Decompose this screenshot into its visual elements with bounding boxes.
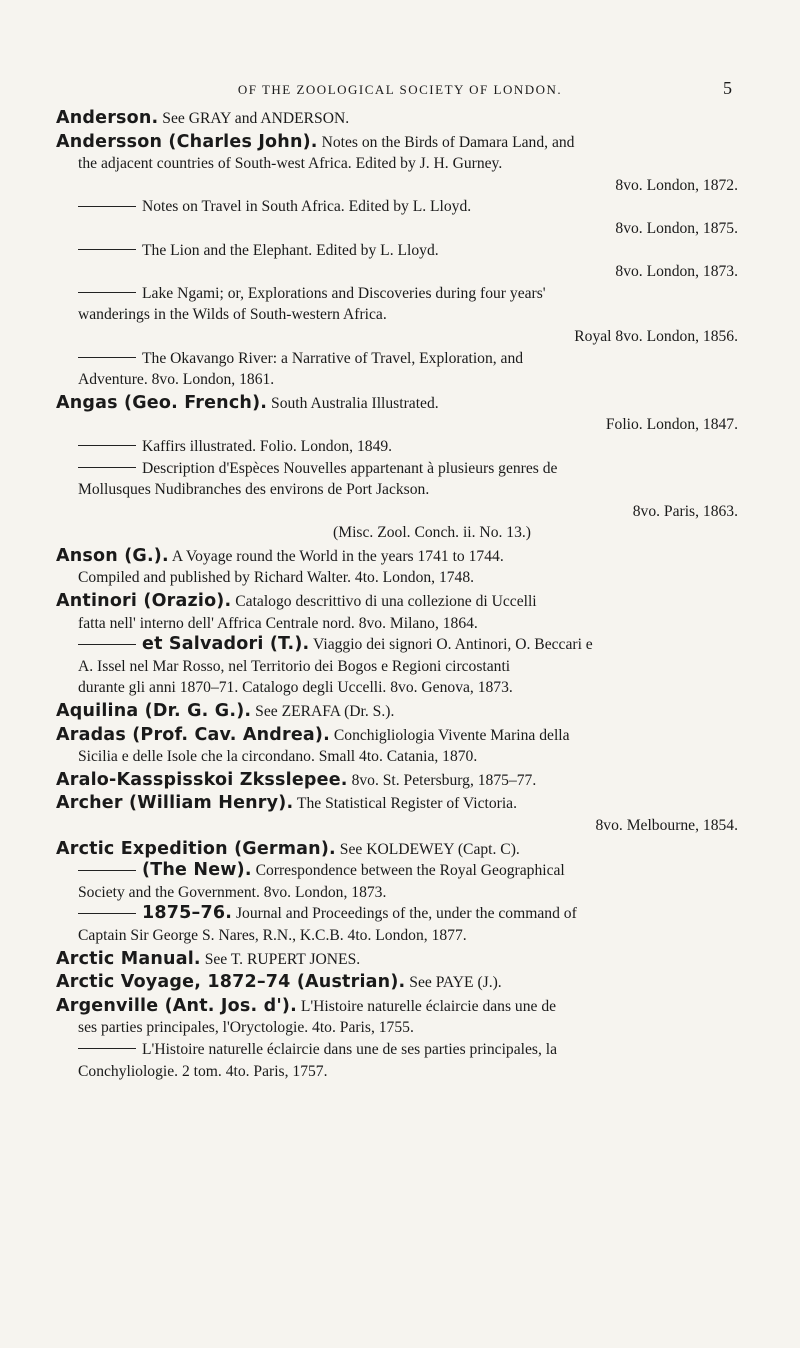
entry-antinori xyxy=(56,591,738,699)
entry-text: Catalogo descrittivo di una collezione di Uccelli xyxy=(235,593,537,611)
entry-text: See T. RUPERT JONES. xyxy=(204,950,361,968)
ditto-dash xyxy=(78,870,136,871)
entry-author: Arctic Manual. xyxy=(56,948,201,969)
entry-anson xyxy=(56,546,738,589)
entry-text: Notes on Travel in South Africa. Edited by L. Lloyd. xyxy=(142,198,472,216)
entry-text: L'Histoire naturelle éclaircie dans une de ses parties principales, la xyxy=(142,1040,558,1058)
running-header: OF THE ZOOLOGICAL SOCIETY OF LONDON. xyxy=(237,82,563,97)
entry-text: ses parties principales, l'Oryctologie. 4to. Paris, 1755. xyxy=(78,1019,414,1037)
entry-author: Arctic Expedition (German). xyxy=(56,838,336,859)
ditto-dash xyxy=(78,467,136,468)
entry-author: Anderson. xyxy=(56,108,159,128)
entry-text: 8vo. St. Petersburg, 1875–77. xyxy=(351,771,537,789)
entry-text: See PAYE (J.). xyxy=(409,974,502,992)
entry-text: South Australia Illustrated. xyxy=(271,394,439,412)
entry-text: durante gli anni 1870–71. Catalogo degli Uccelli. 8vo. Genova, 1873. xyxy=(78,679,513,697)
entry-text: wanderings in the Wilds of South-western Africa. xyxy=(78,306,387,324)
entry-text: Sicilia e delle Isole che la circondano. Small 4to. Catania, 1870. xyxy=(78,748,478,766)
ditto-dash xyxy=(78,206,136,207)
entry-author: Argenville (Ant. Jos. d'). xyxy=(56,995,297,1016)
entry-text: See GRAY and ANDERSON. xyxy=(162,110,350,127)
entry-arctic-manual xyxy=(56,949,738,971)
entry-subhead: (The New). xyxy=(142,860,252,881)
entry-text: L'Histoire naturelle éclaircie dans une de xyxy=(300,997,557,1015)
entry-aquilina xyxy=(56,701,738,723)
bibliography-list xyxy=(56,108,738,1084)
entry-text: See KOLDEWEY (Capt. C). xyxy=(339,840,520,858)
entry-archer xyxy=(56,793,738,836)
entry-text: Journal and Proceedings of the, under the command of xyxy=(235,905,577,923)
entry-andersson xyxy=(56,132,738,391)
ditto-dash xyxy=(78,292,136,293)
entry-imprint: Folio. London, 1847. xyxy=(605,416,738,434)
entry-text: fatta nell' interno dell' Affrica Centrale nord. 8vo. Milano, 1864. xyxy=(78,614,478,632)
entry-text: Captain Sir George S. Nares, R.N., K.C.B. 4to. London, 1877. xyxy=(78,926,467,944)
entry-text: Viaggio dei signori O. Antinori, O. Beccari e xyxy=(313,636,593,654)
entry-angas xyxy=(56,393,738,544)
ditto-dash xyxy=(78,445,136,446)
entry-aradas xyxy=(56,725,738,768)
entry-imprint: 8vo. London, 1875. xyxy=(615,219,738,237)
ditto-dash xyxy=(78,357,136,358)
entry-text: Correspondence between the Royal Geographical xyxy=(255,862,565,880)
entry-text: Conchyliologie. 2 tom. 4to. Paris, 1757. xyxy=(78,1062,328,1080)
entry-argenville xyxy=(56,996,738,1082)
entry-author: Angas (Geo. French). xyxy=(56,392,268,413)
ditto-dash xyxy=(78,249,136,250)
entry-text: Lake Ngami; or, Explorations and Discoveries during four years' xyxy=(142,284,546,302)
entry-note: (Misc. Zool. Conch. ii. No. 13.) xyxy=(333,524,531,542)
entry-author: Aralo-Kasspisskoi Zksslepee. xyxy=(56,769,348,790)
entry-arctic-expedition xyxy=(56,839,738,947)
entry-text: A. Issel nel Mar Rosso, nel Territorio dei Bogos e Regioni circostanti xyxy=(78,657,511,675)
entry-imprint: Royal 8vo. London, 1856. xyxy=(574,327,738,345)
entry-author: Aradas (Prof. Cav. Andrea). xyxy=(56,724,330,745)
ditto-dash xyxy=(78,644,136,645)
entry-author: Archer (William Henry). xyxy=(56,793,294,814)
page-number: 5 xyxy=(723,78,732,98)
entry-text: Kaffirs illustrated. Folio. London, 1849. xyxy=(142,437,393,455)
entry-author: Arctic Voyage, 1872–74 (Austrian). xyxy=(56,972,406,993)
entry-imprint: 8vo. Paris, 1863. xyxy=(632,502,738,520)
entry-text: Description d'Espèces Nouvelles appartenant à plusieurs genres de xyxy=(142,459,558,477)
entry-text: the adjacent countries of South-west Africa. Edited by J. H. Gurney. xyxy=(78,155,503,173)
entry-author: Aquilina (Dr. G. G.). xyxy=(56,701,252,722)
entry-text: Society and the Government. 8vo. London, 1873. xyxy=(78,883,387,901)
entry-text: Notes on the Birds of Damara Land, and xyxy=(321,133,575,151)
entry-text: The Statistical Register of Victoria. xyxy=(296,795,517,813)
entry-author: Anson (G.). xyxy=(56,545,169,566)
entry-coauthor: et Salvadori (T.). xyxy=(142,634,310,655)
ditto-dash xyxy=(78,1048,136,1049)
entry-arctic-voyage xyxy=(56,972,738,994)
entry-text: Adventure. 8vo. London, 1861. xyxy=(78,371,275,389)
entry-text: Conchigliologia Vivente Marina della xyxy=(333,726,570,744)
entry-imprint: 8vo. London, 1872. xyxy=(615,176,738,194)
entry-text: Compiled and published by Richard Walter. 4to. London, 1748. xyxy=(78,569,475,587)
ditto-dash xyxy=(78,913,136,914)
entry-subhead: 1875–76. xyxy=(142,903,233,924)
entry-imprint: 8vo. London, 1873. xyxy=(615,263,738,281)
entry-text: The Okavango River: a Narrative of Travel, Exploration, and xyxy=(142,349,524,367)
entry-imprint: 8vo. Melbourne, 1854. xyxy=(595,817,738,834)
entry-text: The Lion and the Elephant. Edited by L. Lloyd. xyxy=(142,241,439,259)
entry-author: Andersson (Charles John). xyxy=(56,131,318,152)
entry-text: A Voyage round the World in the years 1741 to 1744. xyxy=(171,547,504,565)
entry-text: See ZERAFA (Dr. S.). xyxy=(255,703,395,721)
entry-aralo xyxy=(56,770,738,792)
entry-anderson xyxy=(56,108,738,130)
entry-text: Mollusques Nudibranches des environs de Port Jackson. xyxy=(78,481,430,499)
entry-author: Antinori (Orazio). xyxy=(56,591,232,612)
